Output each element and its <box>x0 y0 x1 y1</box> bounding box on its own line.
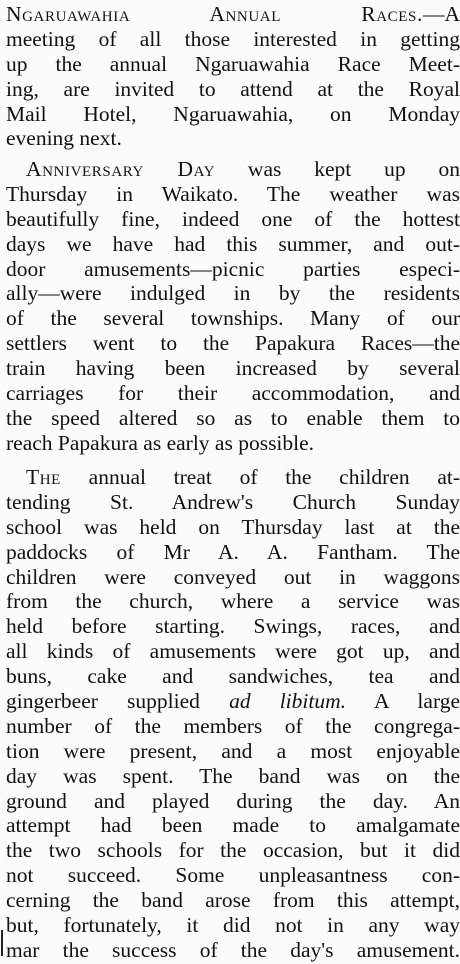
line: train having been increased by several <box>6 356 460 381</box>
line: from the church, where a service was <box>6 589 460 614</box>
line: Anniversary Day was kept up on <box>26 157 460 181</box>
latin-phrase: ad libitum. <box>229 689 346 714</box>
line: held before starting. Swings, races, and <box>6 614 460 639</box>
line: Mail Hotel, Ngaruawahia, on Monday <box>6 101 460 126</box>
line: the two schools for the occasion, but it did <box>6 838 460 863</box>
line: beautifully fine, indeed one of the hottest <box>6 206 460 231</box>
line: children were conveyed out in waggons <box>6 564 460 589</box>
line: evening next. <box>6 126 122 151</box>
line: buns, cake and sandwiches, tea and <box>6 664 460 689</box>
line: meeting of all those interested in getting <box>6 26 460 51</box>
line: The annual treat of the children at- <box>26 465 460 489</box>
line: door amusements—picnic parties especi- <box>6 256 460 281</box>
paragraph-lead-word: The <box>26 465 61 489</box>
headline-ngaruawahia-races: Ngaruawahia Annual Races. <box>6 2 423 26</box>
line: not succeed. Some unpleasantness con- <box>6 863 460 888</box>
line: the speed altered so as to enable them to <box>6 405 460 430</box>
line: day was spent. The band was on the <box>6 763 460 788</box>
line: paddocks of Mr A. A. Fantham. The <box>6 539 460 564</box>
line: ing, are invited to attend at the Royal <box>6 76 460 101</box>
line: of the several townships. Many of our <box>6 306 460 331</box>
line: Ngaruawahia Annual Races.—A <box>6 2 460 26</box>
line: gingerbeer supplied ad libitum. A large <box>6 689 460 714</box>
paragraph-race-meeting <box>6 2 460 151</box>
line: tending St. Andrew's Church Sunday <box>6 489 460 514</box>
line: cerning the band arose from this attempt, <box>6 888 460 913</box>
line: mar the success of the day's amusement. <box>6 937 460 962</box>
line: Thursday in Waikato. The weather was <box>6 181 460 206</box>
line: school was held on Thursday last at the <box>6 514 460 539</box>
column-rule-mark <box>1 930 3 956</box>
line: carriages for their accommodation, and <box>6 381 460 406</box>
line: all kinds of amusements were got up, and <box>6 639 460 664</box>
line: attempt had been made to amalgamate <box>6 813 460 838</box>
line: reach Papakura as early as possible. <box>6 430 315 455</box>
line: but, fortunately, it did not in any way <box>6 913 460 938</box>
line: ground and played during the day. An <box>6 788 460 813</box>
line: tion were present, and a most enjoyable <box>6 738 460 763</box>
paragraph-anniversary-day <box>6 157 460 456</box>
line: ally—were indulged in by the residents <box>6 281 460 306</box>
line: number of the members of the congrega- <box>6 713 460 738</box>
line: days we have had this summer, and out- <box>6 231 460 256</box>
line: settlers went to the Papakura Races—the <box>6 331 460 356</box>
headline-anniversary-day: Anniversary Day <box>26 157 216 181</box>
line: up the annual Ngaruawahia Race Meet- <box>6 51 460 76</box>
paragraph-sunday-school-treat <box>6 465 460 963</box>
